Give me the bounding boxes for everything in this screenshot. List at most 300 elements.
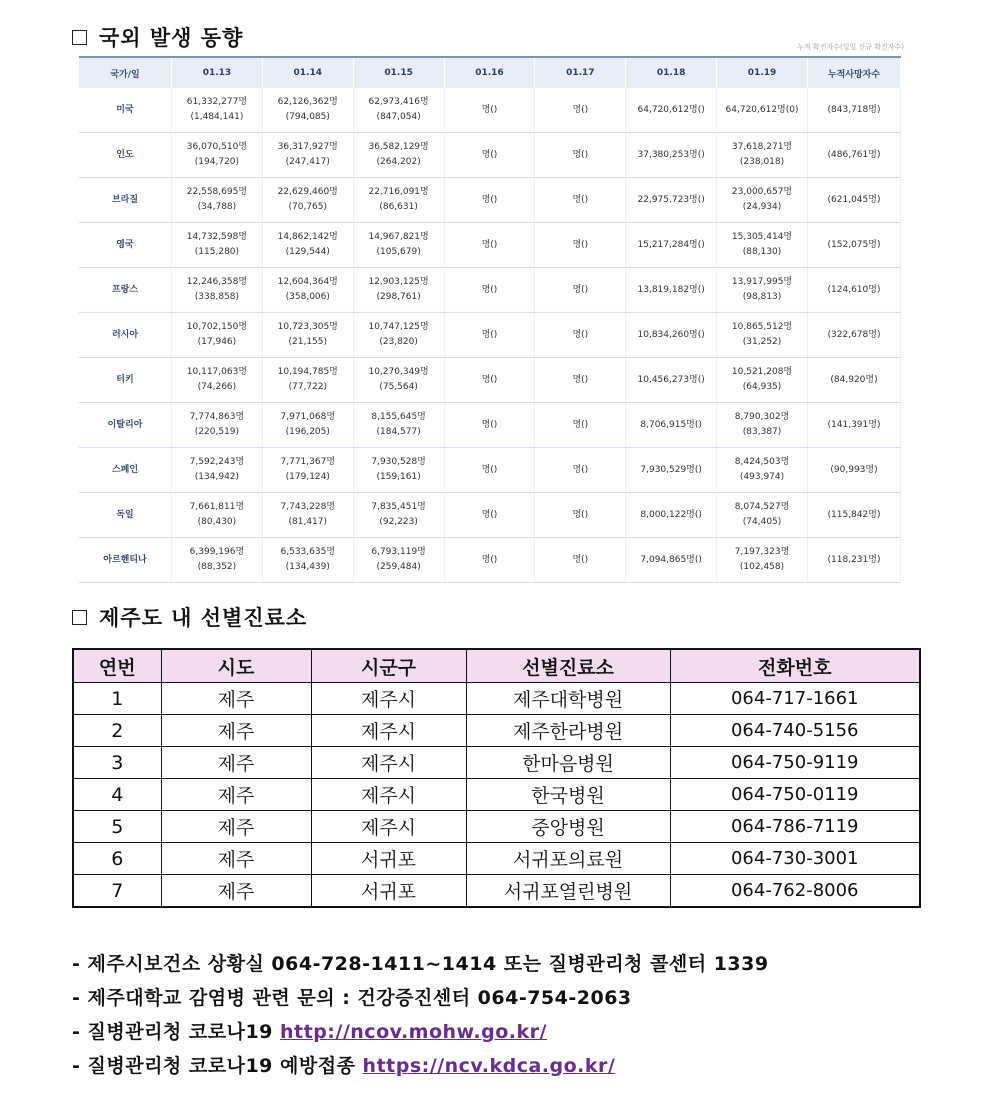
table-row [79,538,901,583]
case-count-cell [444,178,535,223]
column-header: 01.18 [626,57,717,88]
cumulative-deaths: (486,761명) [808,133,901,178]
unit-note: 누적 확진자수(일일 신규 확진자수) [797,43,904,51]
case-count-cell [172,268,263,313]
case-count-cell [172,358,263,403]
table-row [79,178,901,223]
case-count-cell [717,88,808,133]
cumulative-cases: 명() [572,329,589,340]
cumulative-cases: 7,971,068명 [280,412,336,422]
section-title-screening-clinics [72,602,307,632]
row-number: 4 [73,779,161,811]
country-name: 러시아 [79,313,172,358]
cumulative-cases: 6,399,196명 [189,547,245,557]
cumulative-cases: 7,743,228명 [280,502,336,512]
cumulative-cases: 명() [572,104,589,115]
case-count-cell [444,403,535,448]
daily-new-cases: (31,252) [742,337,782,347]
case-count-cell [626,268,717,313]
cumulative-cases: 14,967,821명 [368,232,429,242]
province: 제주 [161,875,311,908]
case-count-cell [444,88,535,133]
case-count-cell [262,358,353,403]
cumulative-cases: 62,973,416명 [368,97,429,107]
case-count-cell [717,358,808,403]
cumulative-cases: 10,702,150명 [186,322,248,332]
province: 제주 [161,747,311,779]
case-count-cell [444,358,535,403]
case-count-cell [626,493,717,538]
cumulative-cases: 8,790,302명 [734,412,790,422]
cumulative-deaths: (90,993명) [808,448,901,493]
daily-new-cases: (493,974) [739,472,785,482]
table-row [79,448,901,493]
case-count-cell [353,358,444,403]
table-row [79,133,901,178]
case-count-cell [262,493,353,538]
cumulative-cases: 22,558,695명 [186,187,248,197]
row-number: 6 [73,843,161,875]
table-row [73,747,920,779]
daily-new-cases: (298,761) [376,292,421,302]
cumulative-cases: 14,732,598명 [186,232,248,242]
cumulative-cases: 10,270,349명 [368,367,429,377]
cumulative-cases: 명() [572,374,589,385]
table-row [73,811,920,843]
country-name: 스페인 [79,448,172,493]
case-count-cell [535,493,626,538]
daily-new-cases: (75,564) [379,382,418,392]
cumulative-cases: 7,661,811명 [189,502,245,512]
cumulative-deaths: (621,045명) [808,178,901,223]
case-count-cell [626,403,717,448]
table-row [73,715,920,747]
country-name: 이탈리아 [79,403,172,448]
daily-new-cases: (88,130) [742,247,782,257]
cumulative-cases: 8,706,915명() [640,419,702,430]
checkbox-square-icon [72,610,87,625]
cumulative-cases: 명() [481,509,498,520]
cumulative-cases: 37,380,253명() [637,149,705,160]
cumulative-cases: 명() [572,509,589,520]
column-header: 01.14 [262,57,353,88]
cumulative-cases: 명() [481,419,498,430]
screening-clinic-table [72,648,921,908]
cumulative-cases: 명() [481,374,498,385]
column-header: 시군구 [311,649,466,683]
cumulative-cases: 8,074,527명 [734,502,790,512]
table-row [79,313,901,358]
table-row [79,403,901,448]
case-count-cell [626,223,717,268]
cumulative-cases: 명() [572,464,589,475]
row-number: 5 [73,811,161,843]
case-count-cell [353,223,444,268]
clinic-name: 서귀포의료원 [466,843,670,875]
daily-new-cases: (24,934) [742,202,782,212]
phone-number: 064-750-0119 [670,779,920,811]
clinic-table-header [73,649,920,683]
case-count-cell [626,133,717,178]
case-count-cell [717,538,808,583]
case-count-cell [626,538,717,583]
daily-new-cases: (98,813) [742,292,782,302]
daily-new-cases: (115,280) [194,247,240,257]
clinic-name: 서귀포열린병원 [466,875,670,908]
city: 서귀포 [311,843,466,875]
cumulative-cases: 명() [481,284,498,295]
cumulative-deaths: (124,610명) [808,268,901,313]
phone-number: 064-730-3001 [670,843,920,875]
daily-new-cases: (81,417) [288,517,328,527]
cumulative-cases: 7,771,367명 [280,457,336,467]
case-count-cell [717,223,808,268]
column-header: 누적사망자수 [808,57,901,88]
cumulative-cases: 10,723,305명 [277,322,338,332]
case-count-cell [626,313,717,358]
case-count-cell [444,448,535,493]
daily-new-cases: (17,946) [197,337,237,347]
row-number: 1 [73,683,161,715]
cumulative-cases: 명() [481,554,498,565]
phone-number: 064-786-7119 [670,811,920,843]
clinic-table-body [73,683,920,908]
case-count-cell [262,268,353,313]
section-title-text: 제주도 내 선별진료소 [99,606,308,630]
case-count-cell [262,313,353,358]
case-count-cell [626,358,717,403]
clinic-name: 제주대학병원 [466,683,670,715]
country-name: 미국 [79,88,172,133]
case-count-cell [262,133,353,178]
cumulative-deaths: (322,678명) [808,313,901,358]
cumulative-cases: 12,246,358명 [186,277,248,287]
cumulative-cases: 23,000,657명 [731,187,793,197]
cumulative-cases: 6,793,119명 [371,547,426,557]
case-count-cell [535,403,626,448]
case-count-cell [717,268,808,313]
case-count-cell [172,178,263,223]
cumulative-cases: 명() [481,239,498,250]
country-name: 브라질 [79,178,172,223]
case-count-cell [444,313,535,358]
phone-number: 064-750-9119 [670,747,920,779]
case-count-cell [353,493,444,538]
cumulative-cases: 13,917,995명 [731,277,793,287]
world-table [79,56,901,583]
case-count-cell [353,538,444,583]
world-table-body [79,88,901,583]
daily-new-cases: (196,205) [285,427,330,437]
cumulative-deaths: (843,718명) [808,88,901,133]
case-count-cell [353,403,444,448]
case-count-cell [444,538,535,583]
cumulative-cases: 10,521,208명 [731,367,793,377]
column-header: 01.19 [717,57,808,88]
city: 제주시 [311,779,466,811]
daily-new-cases: (70,765) [288,202,328,212]
world-table-header [79,57,901,88]
cumulative-cases: 36,582,129명 [368,142,429,152]
case-count-cell [717,313,808,358]
daily-new-cases: (34,788) [197,202,237,212]
cumulative-cases: 64,720,612명() [637,104,705,115]
cumulative-cases: 22,716,091명 [368,187,429,197]
daily-new-cases: (134,942) [194,472,240,482]
table-row [73,683,920,715]
daily-new-cases: (64,935) [742,382,782,392]
daily-new-cases: (83,387) [742,427,782,437]
column-header: 01.17 [535,57,626,88]
cumulative-cases: 15,305,414명 [731,232,793,242]
city: 제주시 [311,811,466,843]
phone-number: 064-717-1661 [670,683,920,715]
case-count-cell [535,448,626,493]
case-count-cell [353,268,444,313]
case-count-cell [535,538,626,583]
daily-new-cases: (21,155) [288,337,328,347]
daily-new-cases: (134,439) [285,562,330,572]
clinic-name: 한국병원 [466,779,670,811]
city: 제주시 [311,715,466,747]
cumulative-cases: 22,629,460명 [277,187,338,197]
cumulative-cases: 13,819,182명() [637,284,705,295]
column-header: 국가/일 [79,57,172,88]
cumulative-cases: 명() [481,329,498,340]
daily-new-cases: (88,352) [197,562,237,572]
province: 제주 [161,715,311,747]
cumulative-cases: 8,155,645명 [371,412,426,422]
section-title-text: 국외 발생 동향 [99,26,244,50]
cumulative-cases: 명() [481,464,498,475]
country-name: 프랑스 [79,268,172,313]
note-text: - 제주대학교 감염병 관련 문의 : 건강증진센터 064-754-2063 [72,987,632,1009]
daily-new-cases: (194,720) [194,157,240,167]
daily-new-cases: (74,405) [742,517,782,527]
case-count-cell [444,268,535,313]
cumulative-cases: 명() [481,149,498,160]
website-link[interactable]: http://ncov.mohw.go.kr/ [280,1021,547,1043]
note-text: - 질병관리청 코로나19 [72,1021,281,1043]
cumulative-cases: 36,317,927명 [277,142,338,152]
cumulative-cases: 명() [572,194,589,205]
table-row [79,358,901,403]
phone-number: 064-762-8006 [670,875,920,908]
province: 제주 [161,779,311,811]
note-line [72,950,769,984]
case-count-cell [262,403,353,448]
cumulative-deaths: (84,920명) [808,358,901,403]
case-count-cell [353,448,444,493]
cumulative-deaths: (152,075명) [808,223,901,268]
daily-new-cases: (338,858) [194,292,240,302]
column-header: 01.16 [444,57,535,88]
row-number: 2 [73,715,161,747]
daily-new-cases: (259,484) [376,562,421,572]
clinic-name: 한마음병원 [466,747,670,779]
cumulative-cases: 명() [481,104,498,115]
country-name: 아르헨티나 [79,538,172,583]
table-row [73,875,920,908]
cumulative-cases: 15,217,284명() [637,239,705,250]
case-count-cell [535,313,626,358]
case-count-cell [262,88,353,133]
daily-new-cases: (159,161) [376,472,421,482]
daily-new-cases: (80,430) [197,517,237,527]
note-line [72,1018,769,1052]
case-count-cell [262,448,353,493]
case-count-cell [262,538,353,583]
cumulative-cases: 10,194,785명 [277,367,338,377]
note-line [72,984,769,1018]
column-header: 연번 [73,649,161,683]
cumulative-cases: 명() [572,554,589,565]
cumulative-deaths: (115,842명) [808,493,901,538]
cumulative-cases: 7,094,865명() [640,554,702,565]
daily-new-cases: (92,223) [379,517,418,527]
row-number: 7 [73,875,161,908]
column-header: 01.13 [172,57,263,88]
country-name: 영국 [79,223,172,268]
daily-new-cases: (74,266) [197,382,237,392]
row-number: 3 [73,747,161,779]
cumulative-cases: 7,197,323명 [734,547,790,557]
column-header: 01.15 [353,57,444,88]
case-count-cell [717,403,808,448]
table-row [73,779,920,811]
case-count-cell [535,268,626,313]
daily-new-cases: (77,722) [288,382,328,392]
cumulative-cases: 10,747,125명 [368,322,429,332]
note-line [72,1052,769,1086]
case-count-cell [717,133,808,178]
cumulative-cases: 6,533,635명 [280,547,336,557]
case-count-cell [717,448,808,493]
country-name: 독일 [79,493,172,538]
section-title-overseas [72,22,243,52]
case-count-cell [172,88,263,133]
country-name: 인도 [79,133,172,178]
daily-new-cases: (238,018) [739,157,785,167]
cumulative-deaths: (118,231명) [808,538,901,583]
cumulative-cases: 7,835,451명 [371,502,426,512]
note-text: - 질병관리청 코로나19 예방접종 [72,1055,363,1077]
cumulative-cases: 7,930,528명 [371,457,426,467]
column-header: 전화번호 [670,649,920,683]
cumulative-deaths: (141,391명) [808,403,901,448]
cumulative-cases: 12,604,364명 [277,277,338,287]
case-count-cell [172,223,263,268]
cumulative-cases: 10,834,260명() [637,329,705,340]
daily-new-cases: (102,458) [739,562,785,572]
daily-new-cases: (358,006) [285,292,330,302]
case-count-cell [626,178,717,223]
cumulative-cases: 22,975,723명() [637,194,705,205]
column-header: 선별진료소 [466,649,670,683]
case-count-cell [172,493,263,538]
case-count-cell [353,178,444,223]
cumulative-cases: 10,456,273명() [637,374,705,385]
daily-new-cases: (847,054) [376,112,421,122]
case-count-cell [535,223,626,268]
case-count-cell [717,178,808,223]
cumulative-cases: 명() [572,239,589,250]
daily-new-cases: (1,484,141) [190,112,244,122]
cumulative-cases: 명() [572,149,589,160]
clinic-name: 중앙병원 [466,811,670,843]
case-count-cell [172,448,263,493]
clinic-name: 제주한라병원 [466,715,670,747]
city: 제주시 [311,683,466,715]
table-row [79,88,901,133]
daily-new-cases: (179,124) [285,472,330,482]
province: 제주 [161,683,311,715]
case-count-cell [717,493,808,538]
cumulative-cases: 10,117,063명 [186,367,248,377]
case-count-cell [172,403,263,448]
case-count-cell [353,313,444,358]
case-count-cell [353,88,444,133]
case-count-cell [626,88,717,133]
daily-new-cases: (129,544) [285,247,330,257]
table-row [79,268,901,313]
cumulative-cases: 10,865,512명 [731,322,793,332]
daily-new-cases: (220,519) [194,427,240,437]
cumulative-cases: 36,070,510명 [186,142,248,152]
cumulative-cases: 7,930,529명() [640,464,702,475]
daily-new-cases: (264,202) [376,157,421,167]
cumulative-cases: 명() [481,194,498,205]
cumulative-cases: 14,862,142명 [277,232,338,242]
case-count-cell [172,313,263,358]
case-count-cell [444,133,535,178]
website-link[interactable]: https://ncv.kdca.go.kr/ [362,1055,616,1077]
cumulative-cases: 62,126,362명 [277,97,338,107]
case-count-cell [262,178,353,223]
column-header: 시도 [161,649,311,683]
case-count-cell [535,88,626,133]
cumulative-cases: 7,774,863명 [189,412,245,422]
case-count-cell [626,448,717,493]
table-row [79,223,901,268]
case-count-cell [535,178,626,223]
table-row [73,843,920,875]
table-row [79,493,901,538]
overseas-trend-table [79,56,901,583]
case-count-cell [444,223,535,268]
cumulative-cases: 37,618,271명 [731,142,793,152]
case-count-cell [535,133,626,178]
province: 제주 [161,811,311,843]
case-count-cell [353,133,444,178]
cumulative-cases: 명() [572,284,589,295]
case-count-cell [262,223,353,268]
note-text: - 제주시보건소 상황실 064-728-1411~1414 또는 질병관리청 콜센터 1339 [72,953,769,975]
province: 제주 [161,843,311,875]
case-count-cell [535,358,626,403]
phone-number: 064-740-5156 [670,715,920,747]
cumulative-cases: 12,903,125명 [368,277,429,287]
daily-new-cases: (794,085) [285,112,330,122]
cumulative-cases: 64,720,612명(0) [725,104,799,115]
case-count-cell [172,538,263,583]
daily-new-cases: (23,820) [379,337,418,347]
daily-new-cases: (105,679) [376,247,421,257]
city: 제주시 [311,747,466,779]
contact-notes [72,950,769,1086]
cumulative-cases: 7,592,243명 [189,457,245,467]
cumulative-cases: 61,332,277명 [186,97,248,107]
